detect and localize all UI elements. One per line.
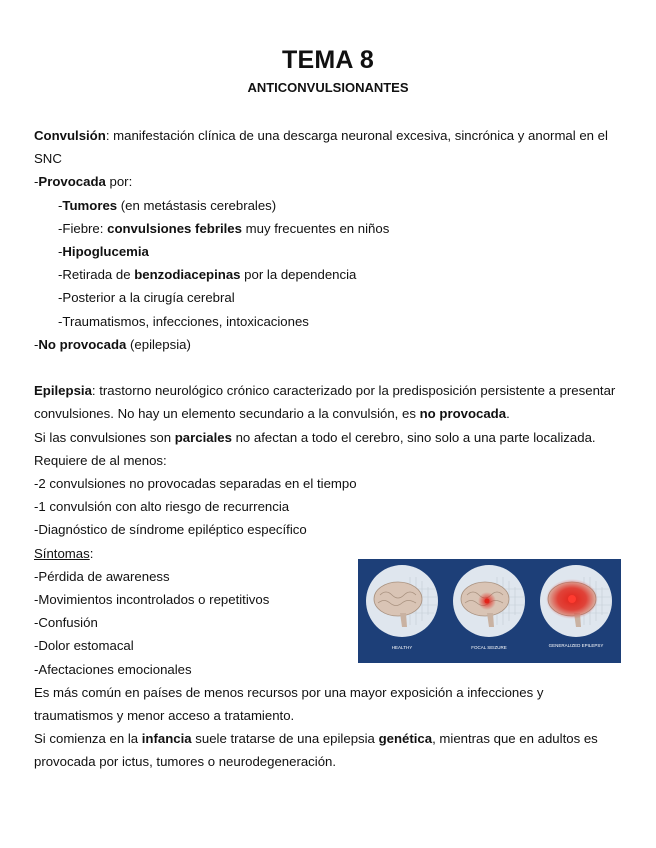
convulsion-definition [34, 124, 624, 170]
requiere-intro: Requiere de al menos: [34, 452, 167, 468]
comun-paragraph: Es más común en países de menos recursos por una mayor exposición a infecciones y traumatismos y menor acceso a tratamiento. [34, 684, 544, 724]
epilepsia-definition: Epilepsia: trastorno neurológico crónico caracterizado por la predisposición persistente a presentar convulsiones. No hay un elemento secundario a la convulsión, es no provocada. [34, 383, 616, 422]
infancia-paragraph: Si comienza en la infancia suele tratarse de una epilepsia genética, mientras que en adultos es provocada por ictus, tumores o neurodegeneración. [34, 731, 598, 770]
provocada-heading: -Provocada por: [34, 174, 133, 190]
healthy-brain-icon [366, 565, 438, 637]
list-item: -Fiebre: convulsiones febriles muy frecuentes en niños [58, 220, 390, 236]
epilepsy-brain-figure [358, 559, 621, 663]
convulsion-def: : manifestación clínica de una descarga neuronal excesiva, sincrónica y anormal en el SNC [34, 128, 608, 167]
figure-label: FOCAL SEIZURE [471, 645, 507, 650]
list-item: -Retirada de benzodiacepinas por la dependencia [58, 267, 357, 283]
focal-seizure-brain-icon [453, 565, 525, 637]
list-item: -Movimientos incontrolados o repetitivos [34, 592, 270, 608]
list-item: -Confusión [34, 615, 98, 631]
document-body [34, 124, 624, 774]
epilepsia-term: Epilepsia [34, 383, 92, 399]
list-item: -Dolor estomacal [34, 638, 134, 654]
list-item: -Tumores (en metástasis cerebrales) [58, 197, 277, 213]
list-item: -Pérdida de awareness [34, 568, 170, 584]
list-item: -Hipoglucemia [58, 244, 149, 260]
no-provocada-heading: -No provocada (epilepsia) [34, 336, 191, 352]
list-item: -Traumatismos, infecciones, intoxicaciones [58, 313, 309, 329]
page-subtitle: ANTICONVULSIONANTES [247, 80, 409, 95]
sintomas-label: Síntomas [34, 545, 90, 561]
no-provocada-label: No provocada [38, 336, 127, 352]
list-item: -Posterior a la cirugía cerebral [58, 290, 235, 306]
convulsion-term: Convulsión [34, 128, 106, 143]
spacer [34, 356, 624, 379]
provocada-label: Provocada [38, 174, 106, 190]
figure-label: GENERALIZED EPILEPSY [548, 643, 604, 648]
list-item: -Afectaciones emocionales [34, 661, 192, 677]
brain-illustration [358, 559, 621, 663]
list-item: -Diagnóstico de síndrome epiléptico específico [34, 522, 307, 538]
generalized-epilepsy-brain-icon [540, 565, 612, 637]
figure-label: HEALTHY [391, 645, 413, 650]
page-title: TEMA 8 [282, 46, 374, 74]
parciales-paragraph: Si las convulsiones son parciales no afectan a todo el cerebro, sino solo a una parte localizada. [34, 429, 596, 445]
list-item: -1 convulsión con alto riesgo de recurrencia [34, 499, 290, 515]
list-item: -2 convulsiones no provocadas separadas en el tiempo [34, 476, 357, 492]
sintomas-heading: Síntomas: [34, 545, 94, 561]
